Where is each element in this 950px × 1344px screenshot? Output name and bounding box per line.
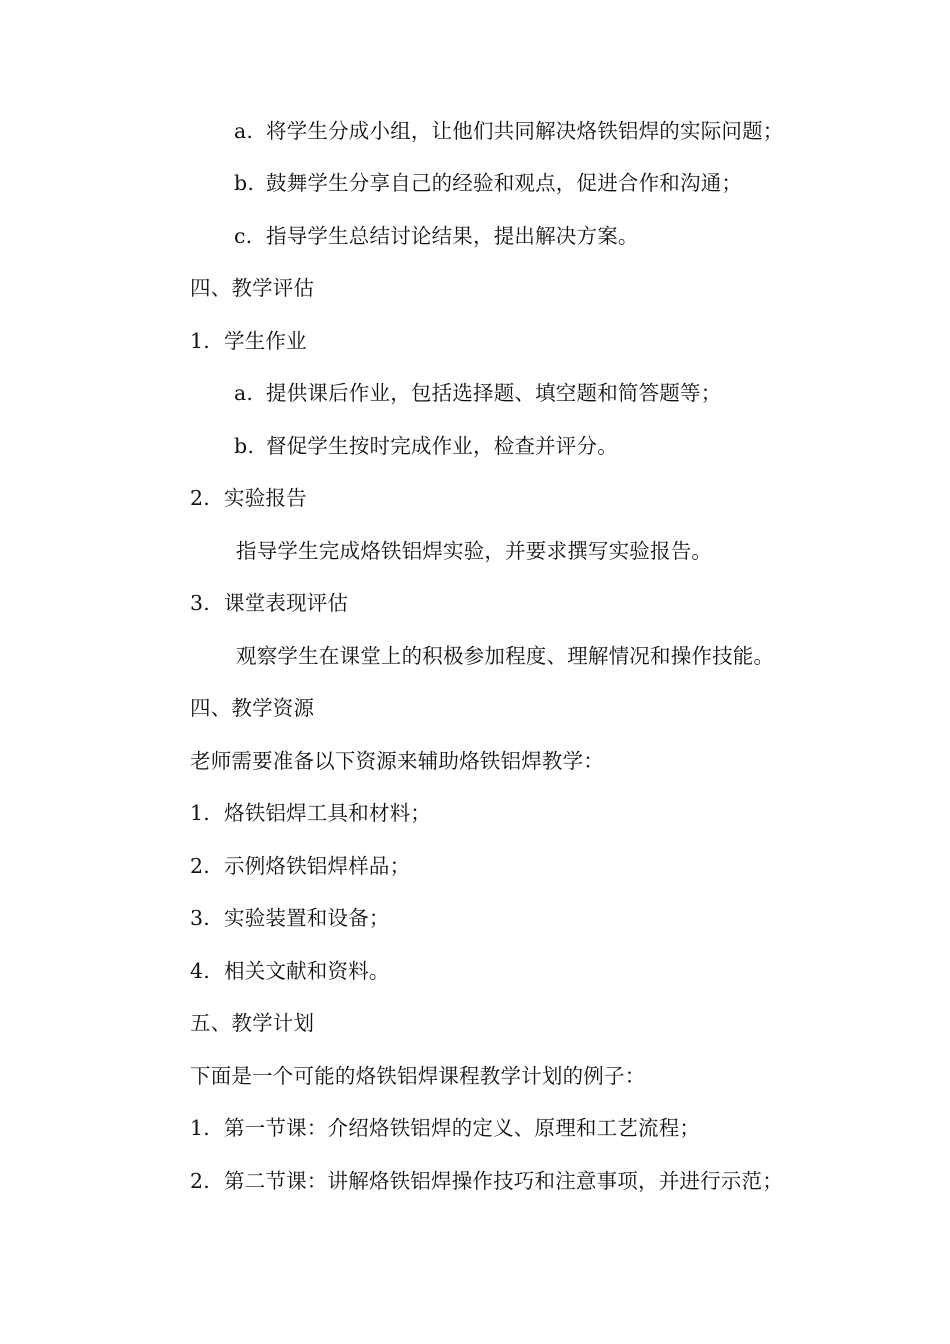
list-item-text: 提供课后作业，包括选择题、填空题和简答题等； xyxy=(266,381,722,405)
list-marker: a. xyxy=(234,119,254,143)
list-marker: b. xyxy=(234,434,255,458)
list-marker: 2. xyxy=(190,854,210,878)
paragraph-resources-intro: 老师需要准备以下资源来辅助烙铁铝焊教学： xyxy=(190,749,604,773)
list-item-text: 第二节课：讲解烙铁铝焊操作技巧和注意事项，并进行示范； xyxy=(224,1169,783,1193)
list-item-a-assign-homework xyxy=(234,373,721,413)
section-heading-teaching-plan: 五、教学计划 xyxy=(190,1011,315,1035)
list-item-2-second-lesson xyxy=(190,1161,783,1201)
list-marker: c. xyxy=(234,224,253,248)
list-item-text: 示例烙铁铝焊样品； xyxy=(224,854,411,878)
list-item-4-literature xyxy=(190,951,390,991)
list-item-1-homework xyxy=(190,321,307,361)
list-item-a-group-problem xyxy=(234,111,784,151)
list-marker: 1. xyxy=(190,329,210,353)
list-item-1-tools xyxy=(190,793,431,833)
section-heading-teaching-resources: 四、教学资源 xyxy=(190,696,315,720)
list-item-text: 课堂表现评估 xyxy=(224,591,349,615)
list-item-text: 督促学生按时完成作业，检查并评分。 xyxy=(266,434,618,458)
list-marker: 1. xyxy=(190,801,210,825)
list-item-text: 鼓舞学生分享自己的经验和观点，促进合作和沟通； xyxy=(266,171,743,195)
list-item-text: 学生作业 xyxy=(224,329,307,353)
list-marker: 2. xyxy=(190,1169,210,1193)
list-item-text: 实验报告 xyxy=(224,486,307,510)
list-item-b-grade-homework xyxy=(234,426,618,466)
list-item-1-first-lesson xyxy=(190,1108,700,1148)
list-item-c-summarize xyxy=(234,216,639,256)
list-item-2-samples xyxy=(190,846,410,886)
paragraph-class-performance: 观察学生在课堂上的积极参加程度、理解情况和操作技能。 xyxy=(236,644,775,668)
list-item-text: 第一节课：介绍烙铁铝焊的定义、原理和工艺流程； xyxy=(224,1116,701,1140)
list-item-text: 烙铁铝焊工具和材料； xyxy=(224,801,431,825)
list-marker: a. xyxy=(234,381,254,405)
list-item-3-class-performance xyxy=(190,583,348,623)
list-marker: 2. xyxy=(190,486,210,510)
list-item-text: 指导学生总结讨论结果，提出解决方案。 xyxy=(266,224,639,248)
list-item-b-share-experience xyxy=(234,163,742,203)
list-item-3-equipment xyxy=(190,898,390,938)
list-item-2-lab-report xyxy=(190,478,307,518)
list-marker: 4. xyxy=(190,959,210,983)
list-marker: 3. xyxy=(190,591,210,615)
paragraph-plan-intro: 下面是一个可能的烙铁铝焊课程教学计划的例子： xyxy=(190,1064,646,1088)
list-item-text: 相关文献和资料。 xyxy=(224,959,390,983)
list-marker: 3. xyxy=(190,906,210,930)
paragraph-lab-report: 指导学生完成烙铁铝焊实验，并要求撰写实验报告。 xyxy=(236,539,713,563)
list-item-text: 实验装置和设备； xyxy=(224,906,390,930)
section-heading-teaching-evaluation: 四、教学评估 xyxy=(190,276,315,300)
list-marker: 1. xyxy=(190,1116,210,1140)
list-marker: b. xyxy=(234,171,255,195)
list-item-text: 将学生分成小组，让他们共同解决烙铁铝焊的实际问题； xyxy=(266,119,784,143)
